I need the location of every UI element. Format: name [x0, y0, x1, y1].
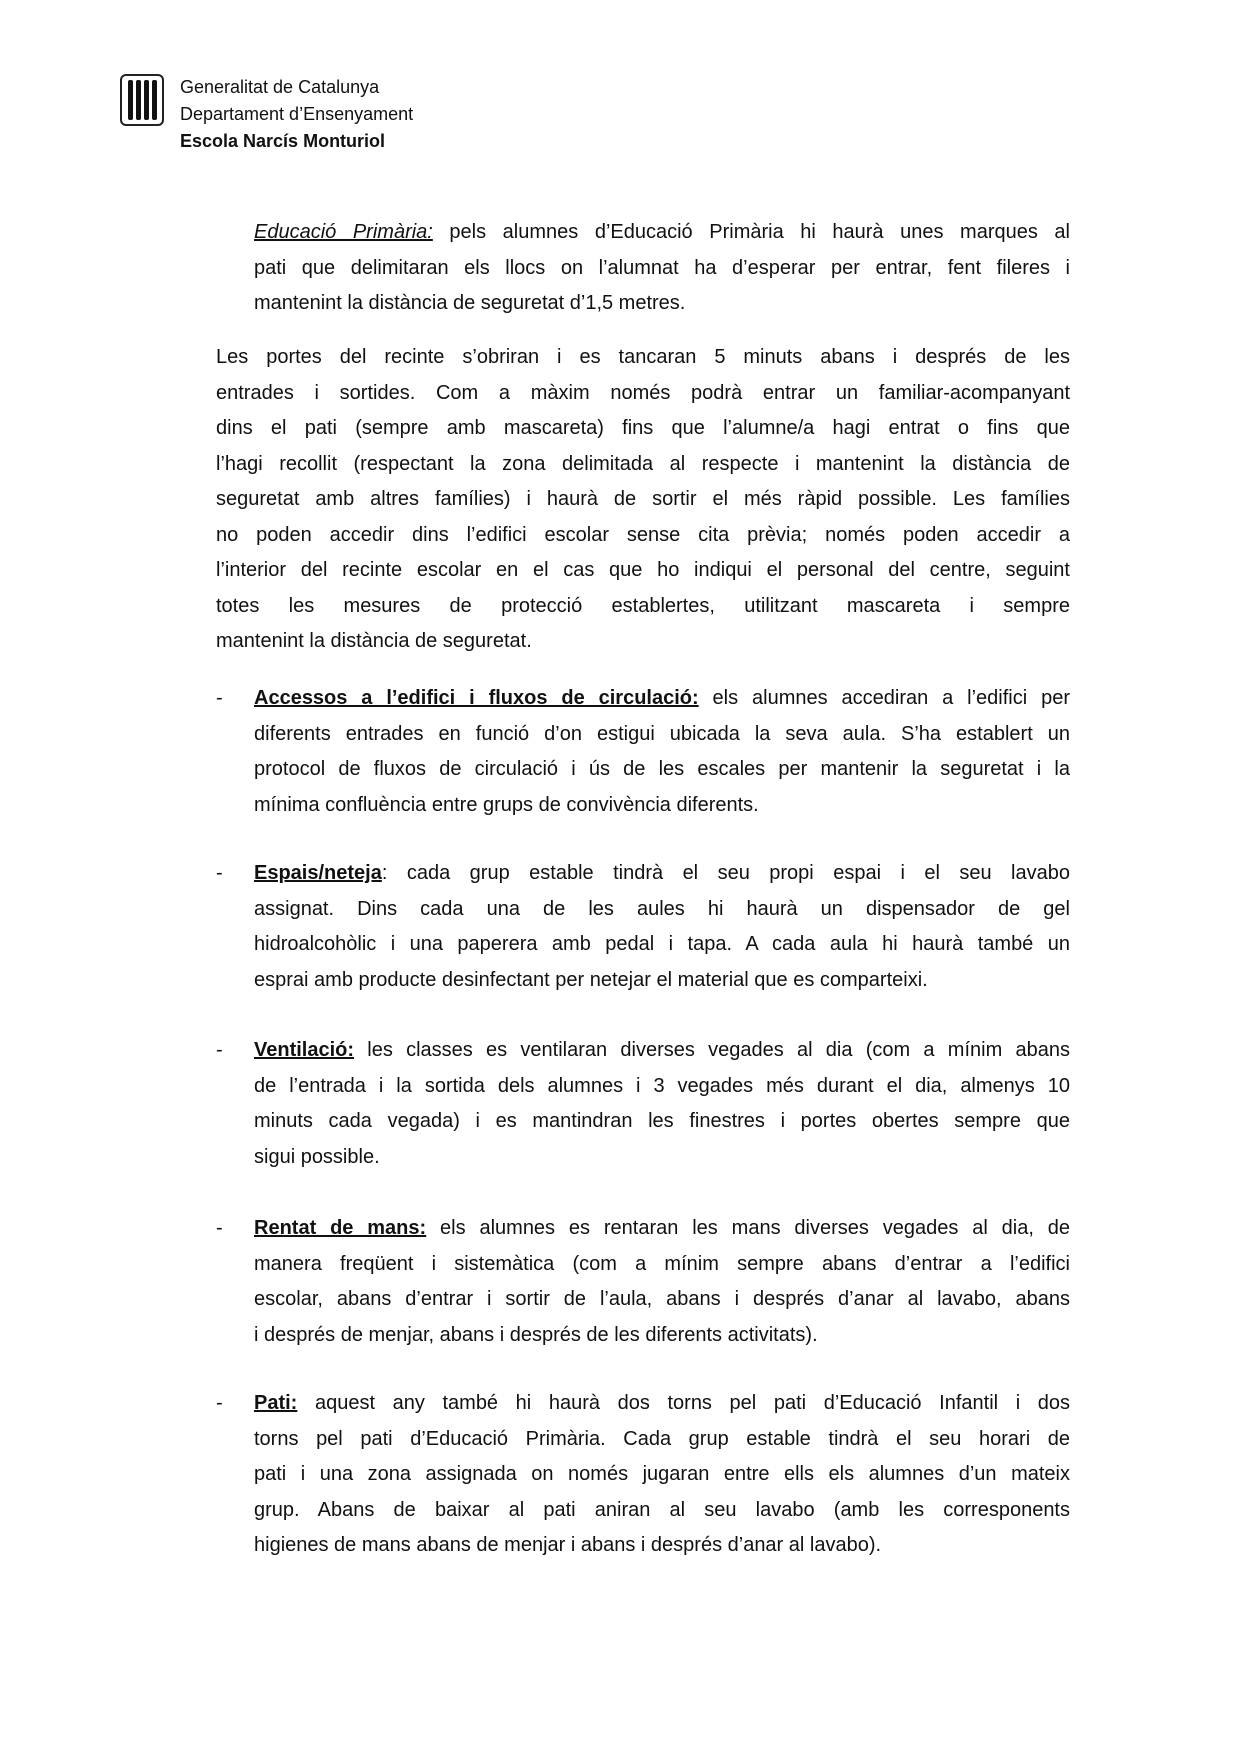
section-label: Accessos a l’edifici i fluxos de circulació:: [254, 687, 699, 709]
text-line: assignat. Dins cada una de les aules hi haurà un dispensador de gel: [254, 897, 1070, 920]
text-line-content: pels alumnes d’Educació Primària hi haurà unes marques al: [432, 221, 1071, 243]
department-name: Departament d’Ensenyament: [180, 104, 414, 124]
text-line: de l’entrada i la sortida dels alumnes i 3 vegades més durant el dia, almenys 10: [254, 1074, 1070, 1097]
text-line: entrades i sortides. Com a màxim només podrà entrar un familiar-acompanyant: [216, 381, 1070, 404]
text-line: higienes de mans abans de menjar i abans i després d’anar al lavabo).: [254, 1534, 882, 1556]
text-line: [254, 1386, 1070, 1422]
text-line: dins el pati (sempre amb mascareta) fins que l’alumne/a hagi entrat o fins que: [216, 417, 1070, 439]
text-line: [254, 1033, 1070, 1069]
text-line: Les portes del recinte s’obriran i es tancaran 5 minuts abans i després de les: [216, 346, 1070, 368]
bullet-dash: -: [216, 862, 223, 884]
text-line: mantenint la distància de seguretat d’1,5 metres.: [254, 292, 686, 314]
text-line-content: els alumnes accediran a l’edifici per: [698, 687, 1070, 709]
text-line: sigui possible.: [254, 1145, 380, 1168]
section-label: Ventilació:: [254, 1039, 355, 1061]
bullet-item: [254, 1033, 1070, 1175]
section-label: Educació Primària:: [254, 221, 433, 243]
school-name: Escola Narcís Monturiol: [180, 131, 386, 151]
text-line-content: els alumnes es rentaran les mans diverses vegades al dia, de: [426, 1217, 1070, 1239]
text-line: mínima confluència entre grups de convivència diferents.: [254, 793, 759, 816]
text-line-content: : cada grup estable tindrà el seu propi espai i el seu lavabo: [381, 862, 1070, 884]
text-line: protocol de fluxos de circulació i ús de les escales per mantenir la seguretat i la: [254, 758, 1070, 780]
bullet-item: [254, 856, 1070, 998]
bullet-item: [254, 1211, 1070, 1353]
text-line: [254, 1211, 1070, 1247]
section-label: Espais/neteja: [254, 862, 382, 884]
primaria-paragraph: [254, 215, 1070, 322]
section-label: Pati:: [254, 1392, 298, 1414]
text-line: [254, 215, 1070, 251]
text-line: no poden accedir dins l’edifici escolar sense cita prèvia; només poden accedir a: [216, 523, 1070, 546]
text-line: pati i una zona assignada on només jugaran entre ells els alumnes d’un mateix: [254, 1463, 1070, 1485]
text-line-content: les classes es ventilaran diverses vegades al dia (com a mínim abans: [354, 1039, 1070, 1061]
text-line: mantenint la distància de seguretat.: [216, 630, 532, 652]
text-line: diferents entrades en funció d’on estigui ubicada la seva aula. S’ha establert un: [254, 722, 1070, 745]
text-line: l’interior del recinte escolar en el cas que ho indiqui el personal del centre, seguint: [216, 559, 1070, 581]
text-line: grup. Abans de baixar al pati aniran al seu lavabo (amb les corresponents: [254, 1498, 1070, 1521]
text-line: minuts cada vegada) i es mantindran les finestres i portes obertes sempre que: [254, 1110, 1070, 1132]
institution-name: Generalitat de Catalunya: [180, 77, 380, 97]
bullet-dash: -: [216, 1217, 223, 1239]
text-line: totes les mesures de protecció establertes, utilitzant mascareta i sempre: [216, 594, 1070, 617]
text-line: escolar, abans d’entrar i sortir de l’aula, abans i després d’anar al lavabo, abans: [254, 1288, 1070, 1310]
bullet-item: [254, 1386, 1070, 1564]
section-label: Rentat de mans:: [254, 1217, 427, 1239]
bullet-item: [254, 681, 1070, 823]
generalitat-logo-icon: [120, 74, 164, 126]
text-line: i després de menjar, abans i després de les diferents activitats).: [254, 1323, 818, 1346]
text-line: [254, 681, 1070, 717]
text-line: esprai amb producte desinfectant per netejar el material que es comparteixi.: [254, 968, 928, 991]
bullet-dash: -: [216, 687, 223, 709]
text-line-content: aquest any també hi haurà dos torns pel pati d’Educació Infantil i dos: [297, 1392, 1070, 1414]
text-line: [254, 856, 1070, 892]
access-paragraph: [216, 340, 1070, 660]
text-line: l’hagi recollit (respectant la zona delimitada al respecte i mantenint la distància de: [216, 452, 1070, 475]
text-line: manera freqüent i sistemàtica (com a mínim sempre abans d’entrar a l’edifici: [254, 1252, 1070, 1275]
text-line: hidroalcohòlic i una paperera amb pedal i tapa. A cada aula hi haurà també un: [254, 933, 1070, 955]
bullet-dash: -: [216, 1039, 223, 1061]
bullet-dash: -: [216, 1392, 223, 1414]
text-line: torns pel pati d’Educació Primària. Cada grup estable tindrà el seu horari de: [254, 1427, 1070, 1450]
text-line: pati que delimitaran els llocs on l’alumnat ha d’esperar per entrar, fent fileres i: [254, 256, 1070, 279]
text-line: seguretat amb altres famílies) i haurà de sortir el més ràpid possible. Les famílies: [216, 488, 1070, 510]
